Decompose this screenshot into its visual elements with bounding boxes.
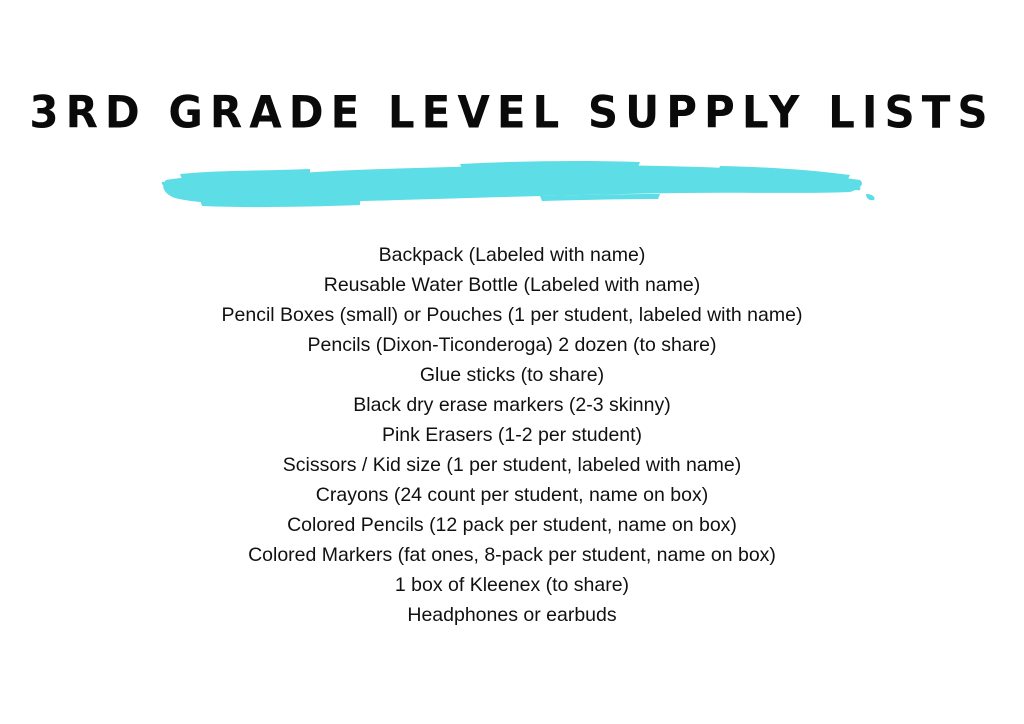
supply-list-item: Pencil Boxes (small) or Pouches (1 per student, labeled with name)	[221, 304, 803, 326]
supply-list-item: Headphones or earbuds	[407, 604, 617, 626]
supply-list-item: Glue sticks (to share)	[419, 364, 605, 386]
page-title: 3RD GRADE LEVEL SUPPLY LISTS	[29, 86, 995, 139]
supply-list-item: Crayons (24 count per student, name on box)	[315, 484, 709, 506]
supply-list	[0, 240, 1024, 630]
supply-list-item: Black dry erase markers (2-3 skinny)	[353, 394, 671, 416]
supply-list-item: Pencils (Dixon-Ticonderoga) 2 dozen (to share)	[307, 334, 717, 356]
supply-list-item: Pink Erasers (1-2 per student)	[381, 424, 643, 446]
supply-list-item: 1 box of Kleenex (to share)	[394, 574, 630, 596]
supply-list-item: Reusable Water Bottle (Labeled with name)	[323, 274, 701, 296]
supply-list-item: Scissors / Kid size (1 per student, labeled with name)	[282, 454, 742, 476]
brush-stroke-divider	[160, 156, 880, 214]
supply-list-item: Colored Markers (fat ones, 8-pack per student, name on box)	[248, 544, 776, 566]
supply-list-item: Backpack (Labeled with name)	[378, 244, 646, 266]
supply-list-item: Colored Pencils (12 pack per student, name on box)	[287, 514, 737, 536]
